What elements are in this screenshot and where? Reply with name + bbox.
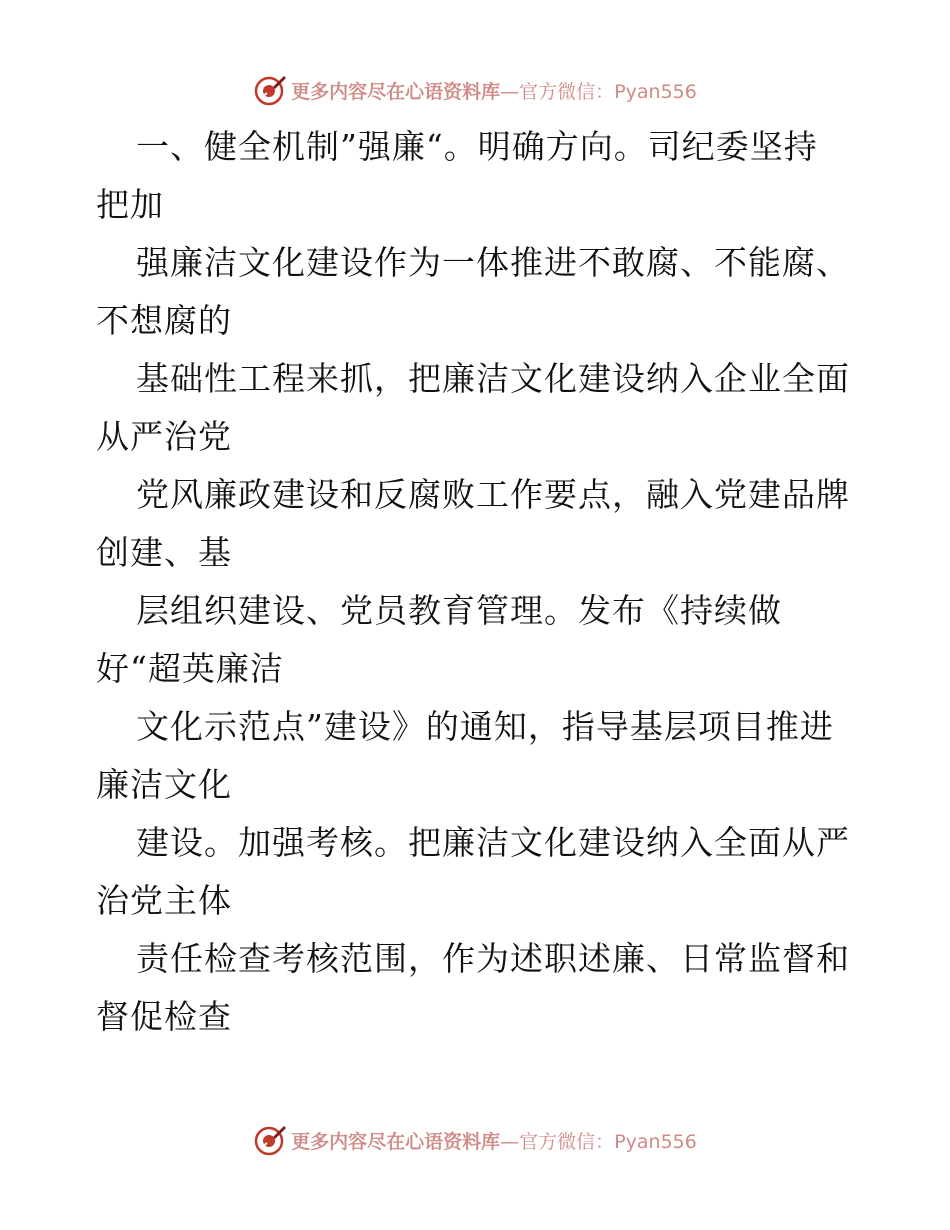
paragraph-line: 强廉洁文化建设作为一体推进不敢腐、不能腐、	[136, 243, 850, 282]
paragraph-line: 把加	[96, 185, 164, 224]
header-banner	[0, 70, 950, 110]
paragraph	[96, 234, 856, 350]
paragraph-line: 建设。加强考核。把廉洁文化建设纳入全面从严	[136, 823, 850, 862]
paragraph-line: 好“超英廉洁	[96, 649, 284, 688]
paragraph-line: 基础性工程来抓，把廉洁文化建设纳入企业全面	[136, 359, 850, 398]
paragraph	[96, 814, 856, 930]
banner-text	[291, 1127, 697, 1154]
paragraph-line: 一、健全机制”强廉“。明确方向。司纪委坚持	[136, 127, 818, 166]
paragraph	[96, 582, 856, 698]
banner-text	[291, 77, 697, 104]
paragraph	[96, 118, 856, 234]
banner-site-name: 更多内容尽在心语资料库	[291, 80, 501, 103]
banner-dash: —	[500, 1130, 520, 1153]
paragraph-line: 责任检查考核范围，作为述职述廉、日常监督和	[136, 939, 850, 978]
paragraph-line: 督促检查	[96, 997, 232, 1036]
pen-logo-icon	[253, 73, 287, 107]
paragraph-line: 不想腐的	[96, 301, 232, 340]
pen-logo-icon	[253, 1123, 287, 1157]
banner-wechat-label: 官方微信：	[519, 80, 615, 103]
paragraph-line: 从严治党	[96, 417, 232, 456]
paragraph	[96, 466, 856, 582]
paragraph	[96, 350, 856, 466]
document-body	[96, 118, 856, 1046]
banner-wechat-id: Pyan556	[614, 1130, 697, 1153]
paragraph-line: 创建、基	[96, 533, 232, 572]
paragraph-line: 治党主体	[96, 881, 232, 920]
banner-dash: —	[500, 80, 520, 103]
banner-site-name: 更多内容尽在心语资料库	[291, 1130, 501, 1153]
paragraph	[96, 698, 856, 814]
paragraph-line: 层组织建设、党员教育管理。发布《持续做	[136, 591, 782, 630]
banner-wechat-id: Pyan556	[614, 80, 697, 103]
paragraph-line: 党风廉政建设和反腐败工作要点，融入党建品牌	[136, 475, 850, 514]
paragraph-line: 文化示范点”建设》的通知，指导基层项目推进	[136, 707, 834, 746]
paragraph-line: 廉洁文化	[96, 765, 232, 804]
paragraph	[96, 930, 856, 1046]
footer-banner	[0, 1120, 950, 1160]
banner-wechat-label: 官方微信：	[519, 1130, 615, 1153]
